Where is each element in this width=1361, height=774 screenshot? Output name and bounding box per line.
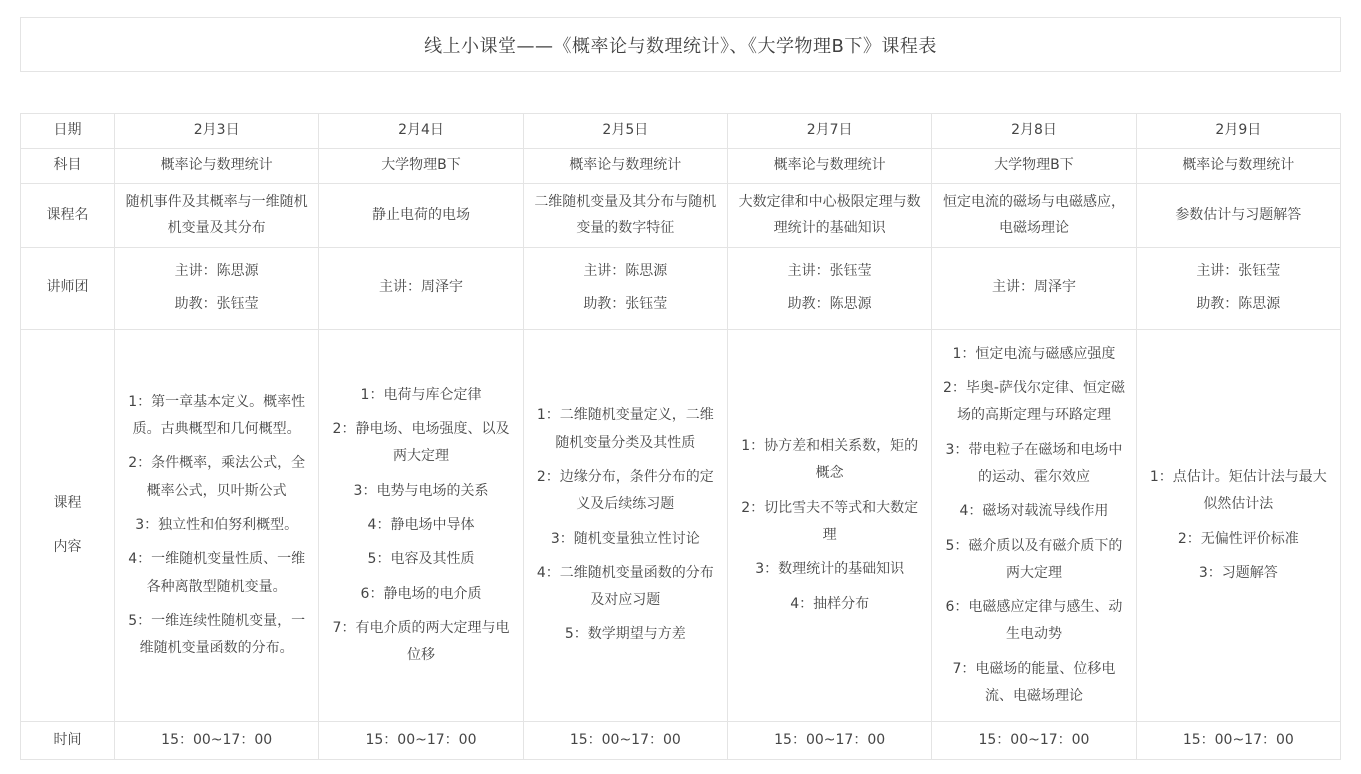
content-item: 3：带电粒子在磁场和电场中的运动、霍尔效应 [945, 441, 1123, 485]
row-header-lecturers: 讲师团 [21, 248, 115, 330]
lecturer-cell [115, 248, 319, 330]
content-item: 2：条件概率，乘法公式，全概率公式，贝叶斯公式 [128, 455, 306, 499]
content-item: 2：静电场、电场强度、以及两大定理 [332, 421, 510, 465]
lecturer-cell [1136, 248, 1340, 330]
subject-row [21, 149, 1341, 184]
content-item: 2：无偏性评价标准 [1177, 530, 1299, 547]
content-item: 1：电荷与库仑定律 [360, 386, 482, 403]
time-cell: 15：00~17：00 [727, 722, 931, 760]
content-item: 2：边缘分布，条件分布的定义及后续练习题 [536, 468, 714, 513]
lecturer-line: 主讲：陈思源 [583, 263, 668, 279]
lecturer-line: 主讲：陈思源 [174, 263, 259, 279]
content-item: 5：数学期望与方差 [564, 626, 686, 643]
subject-cell: 概率论与数理统计 [523, 149, 727, 184]
lecturer-cell [523, 248, 727, 330]
time-cell: 15：00~17：00 [115, 722, 319, 760]
content-item: 1：协方差和相关系数，矩的概念 [741, 438, 919, 482]
content-item: 3：电势与电场的关系 [353, 482, 489, 499]
content-item: 1：二维随机变量定义，二维随机变量分类及其性质 [536, 407, 714, 451]
time-cell: 15：00~17：00 [1136, 722, 1340, 760]
content-cell [523, 329, 727, 722]
lecturer-line: 主讲：周泽宇 [378, 279, 463, 296]
content-item: 4：静电场中导体 [367, 516, 475, 533]
content-cell [319, 329, 523, 722]
date-cell: 2月9日 [1136, 114, 1340, 149]
course-name-cell: 二维随机变量及其分布与随机变量的数字特征 [523, 184, 727, 248]
content-item: 4：磁场对载流导线作用 [959, 503, 1109, 520]
time-cell: 15：00~17：00 [319, 722, 523, 760]
date-cell: 2月4日 [319, 114, 523, 149]
date-row [21, 114, 1341, 149]
content-item: 1：第一章基本定义。概率性质。古典概型和几何概型。 [128, 393, 306, 438]
content-item: 1：点估计。矩估计法与最大似然估计法 [1149, 468, 1327, 513]
course-name-row [21, 184, 1341, 248]
row-header-content-line2: 内容 [53, 538, 82, 555]
course-name-cell: 随机事件及其概率与一维随机机变量及其分布 [115, 184, 319, 248]
content-cell [727, 329, 931, 722]
content-cell [1136, 329, 1340, 722]
content-item: 5：一维连续性随机变量，一维随机变量函数的分布。 [128, 612, 306, 657]
assistant-line: 助教：陈思源 [1196, 295, 1281, 312]
lecturer-row [21, 248, 1341, 330]
lecturer-cell [727, 248, 931, 330]
course-name-cell: 参数估计与习题解答 [1136, 184, 1340, 248]
course-schedule-table [20, 113, 1341, 760]
content-cell [115, 329, 319, 722]
date-cell: 2月5日 [523, 114, 727, 149]
time-cell: 15：00~17：00 [932, 722, 1136, 760]
content-item: 4：一维随机变量性质、一维各种离散型随机变量。 [128, 551, 306, 595]
row-header-subject: 科目 [21, 149, 115, 184]
content-cell [932, 329, 1136, 722]
row-header-date: 日期 [21, 114, 115, 149]
content-item: 1：恒定电流与磁感应强度 [952, 345, 1116, 362]
course-name-cell: 大数定律和中心极限定理与数理统计的基础知识 [727, 184, 931, 248]
time-row [21, 722, 1341, 760]
content-item: 2：毕奥-萨伐尔定律、恒定磁场的高斯定理与环路定理 [942, 380, 1125, 424]
subject-cell: 概率论与数理统计 [1136, 149, 1340, 184]
content-item: 3：习题解答 [1198, 564, 1278, 581]
content-item: 6：静电场的电介质 [360, 585, 482, 602]
course-name-cell: 静止电荷的电场 [319, 184, 523, 248]
row-header-course-name: 课程名 [21, 184, 115, 248]
assistant-line: 助教：陈思源 [787, 295, 872, 312]
time-cell: 15：00~17：00 [523, 722, 727, 760]
content-item: 5：磁介质以及有磁介质下的两大定理 [945, 537, 1123, 581]
assistant-line: 助教：张钰莹 [174, 295, 259, 312]
assistant-line: 助教：张钰莹 [583, 295, 668, 312]
content-item: 5：电容及其性质 [367, 551, 475, 568]
content-item: 7：有电介质的两大定理与电位移 [332, 619, 510, 664]
content-item: 3：独立性和伯努利概型。 [135, 516, 299, 533]
subject-cell: 概率论与数理统计 [727, 149, 931, 184]
lecturer-cell [319, 248, 523, 330]
row-header-time: 时间 [21, 722, 115, 760]
date-cell: 2月8日 [932, 114, 1136, 149]
lecturer-line: 主讲：张钰莹 [787, 263, 872, 279]
lecturer-cell [932, 248, 1136, 330]
subject-cell: 大学物理B下 [319, 149, 523, 184]
row-header-content [21, 329, 115, 722]
lecturer-line: 主讲：周泽宇 [991, 279, 1076, 296]
content-item: 4：抽样分布 [790, 595, 870, 612]
content-item: 3：随机变量独立性讨论 [550, 530, 700, 547]
content-item: 2：切比雪夫不等式和大数定理 [741, 499, 919, 544]
content-item: 4：二维随机变量函数的分布及对应习题 [536, 564, 714, 609]
page-title-box [20, 17, 1341, 72]
content-item: 6：电磁感应定律与感生、动生电动势 [945, 599, 1123, 643]
row-header-content-line1: 课程 [53, 494, 82, 511]
course-name-cell: 恒定电流的磁场与电磁感应，电磁场理论 [932, 184, 1136, 248]
date-cell: 2月7日 [727, 114, 931, 149]
content-item: 7：电磁场的能量、位移电流、电磁场理论 [952, 660, 1116, 705]
content-item: 3：数理统计的基础知识 [755, 561, 905, 578]
lecturer-line: 主讲：张钰莹 [1196, 263, 1281, 279]
date-cell: 2月3日 [115, 114, 319, 149]
subject-cell: 大学物理B下 [932, 149, 1136, 184]
subject-cell: 概率论与数理统计 [115, 149, 319, 184]
page-title: 线上小课堂——《概率论与数理统计》、《大学物理B下》课程表 [424, 35, 937, 57]
content-row [21, 329, 1341, 722]
